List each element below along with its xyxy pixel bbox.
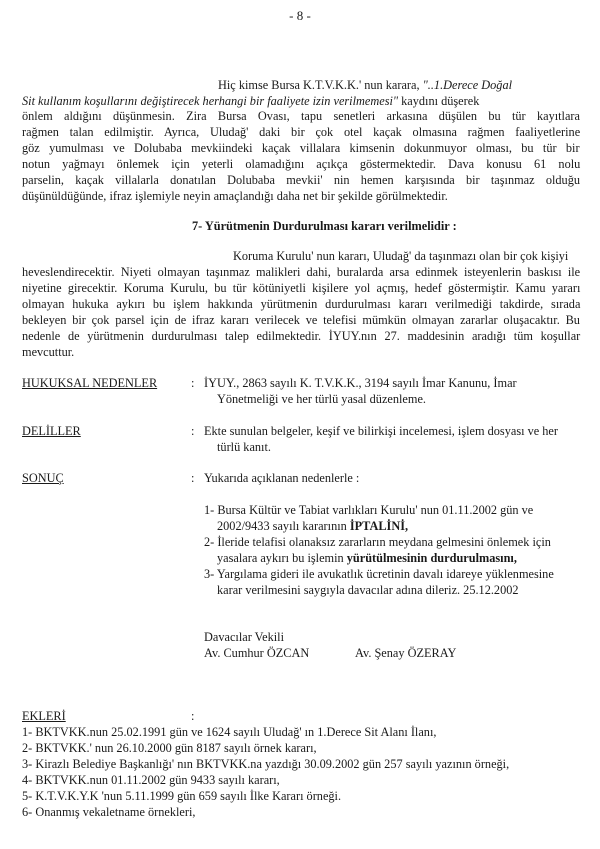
para1-line-1: [218, 78, 512, 92]
evidence-line-1: Ekte sunulan belgeler, keşif ve bilirkişi incelemesi, işlem dosyası ve her: [204, 424, 558, 438]
para2-line-7: mevcuttur.: [22, 345, 75, 359]
evidence-line-2: türlü kanıt.: [217, 440, 271, 454]
attachments-label-text: EKLERİ: [22, 709, 66, 723]
section-7-heading: 7- Yürütmenin Durdurulması kararı verilmelidir :: [192, 219, 457, 233]
signature-title: Davacılar Vekili: [204, 630, 285, 644]
evidence-label: [22, 424, 81, 439]
result-item-1-emphasis: İPTALİNİ,: [349, 519, 409, 533]
para1-line-2: [22, 94, 479, 108]
para1-line-6: notun yağmayı önlemek için yeterli olamadığını açıkça göstermektedir. Dava konusu 61 nolu: [22, 157, 581, 171]
para1-quote-start: "..1.Derece Doğal: [422, 78, 513, 92]
attachments-colon: :: [191, 709, 195, 723]
para1-line-8: düşünüldüğünde, ifraz işlemiyle neyin amaçlandığı daha net bir şekilde görülmektedir.: [22, 189, 448, 203]
attachment-item: 4- BKTVKK.nun 01.11.2002 gün 9433 sayılı kararı,: [22, 773, 280, 787]
result-label: [22, 471, 64, 486]
result-item-1-text: 2002/9433 sayılı kararının: [217, 519, 350, 533]
para1-line-2-text: kaydını düşerek: [398, 94, 480, 108]
evidence-label-text: DELİLLER: [22, 424, 81, 438]
attachment-item: 5- K.T.V.K.Y.K 'nun 5.11.1999 gün 659 sayılı İlke Kararı örneği.: [22, 789, 342, 803]
para1-line-4: rağmen talan edilmiştir. Ayrıca, Uludağ' daki bir çok otel kaçak olmasına rağmen faaliyetlerine: [22, 125, 581, 139]
attachment-item: 1- BKTVKK.nun 25.02.1991 gün ve 1624 sayılı Uludağ' ın 1.Derece Sit Alanı İlanı,: [22, 725, 437, 739]
signature-lawyer-1: Av. Cumhur ÖZCAN: [204, 646, 310, 660]
para2-line-4: olmayan hukuka aykırı bu işlem hakkında yürütmenin durdurulması kararı verilmediği takdirde, sırada: [22, 297, 581, 311]
legal-grounds-label: [22, 376, 157, 391]
result-item-3-line-1: 3- Yargılama gideri ile avukatlık ücretinin davalı idareye yüklenmesine: [204, 567, 554, 581]
result-item-1-line-2: [217, 519, 408, 533]
para1-line-3: önlem aldığını düşünmesin. Zira Bursa Ovası, tapu senetleri arkasına düşülen bu tür kayıtlara: [22, 109, 580, 123]
para1-line-7: parselin, kaçak villalarla donatılan Dolubaba mevkii' nin hemen karşısında bir taşınmaz olduğu: [22, 173, 580, 187]
result-item-3-line-2: karar verilmesini saygıyla davacılar adına dileriz. 25.12.2002: [217, 583, 519, 597]
signature-lawyer-2: Av. Şenay ÖZERAY: [355, 646, 457, 660]
legal-grounds-label-text: HUKUKSAL NEDENLER: [22, 376, 158, 390]
result-item-2-line-1: 2- İleride telafisi olanaksız zararların meydana gelmesini önlemek için: [204, 535, 551, 549]
attachment-item: 6- Onanmış vekaletname örnekleri,: [22, 805, 196, 819]
result-intro: Yukarıda açıklanan nedenlerle :: [204, 471, 360, 485]
legal-grounds-line-1: İYUY., 2863 sayılı K. T.V.K.K., 3194 sayılı İmar Kanunu, İmar: [204, 376, 517, 390]
legal-grounds-colon: :: [191, 376, 195, 390]
para1-line-5: göz yumulması ve Dolubaba mevkiindeki kaçak villalara kimsenin dokunmuyor olması, bu tür bir: [22, 141, 580, 155]
attachment-item: 3- Kirazlı Belediye Başkanlığı' nın BKTVKK.na yazdığı 30.09.2002 gün 257 sayılı yazının örneği,: [22, 757, 510, 771]
para2-line-5: bekleyen bir çok parsel için de ifraz kararı verilecek ve telefisi mümkün olmayan zararlar oluşacaktır. Bu: [22, 313, 580, 327]
para2-line-2: heveslendirecektir. Niyeti olmayan taşınmaz malikleri dahi, buralarda arsa edinmek isteyenlerin baskısı ile: [22, 265, 581, 279]
para2-line-6: nedenle de yürütmenin durdurulması talep edilmektedir. İYUY.nın 27. maddesinin aradığı tüm koşullar: [22, 329, 581, 343]
result-label-text: SONUÇ: [22, 471, 64, 485]
para2-line-3: niyetine girecektir. Koruma Kurulu, bu tür kötüniyetli kişilere yol açmış, hedef göstermiştir. Kamu yararı: [22, 281, 581, 295]
result-item-1-line-1: 1- Bursa Kültür ve Tabiat varlıkları Kurulu' nun 01.11.2002 gün ve: [204, 503, 534, 517]
result-item-2-line-2: [217, 551, 517, 565]
result-item-2-text: yasalara aykırı bu işlemin: [217, 551, 347, 565]
evidence-colon: :: [191, 424, 195, 438]
page-number: - 8 -: [289, 8, 311, 23]
result-colon: :: [191, 471, 195, 485]
legal-grounds-line-2: Yönetmeliği ve her türlü yasal düzenleme.: [217, 392, 426, 406]
para1-line-1-text: Hiç kimse Bursa K.T.V.K.K.' nun karara,: [218, 78, 423, 92]
attachments-label: [22, 709, 66, 724]
result-item-2-emphasis: yürütülmesinin durdurulmasını,: [346, 551, 517, 565]
para2-line-1: Koruma Kurulu' nun kararı, Uludağ' da taşınmazı olan bir çok kişiyi: [233, 249, 569, 263]
attachment-item: 2- BKTVKK.' nun 26.10.2000 gün 8187 sayılı örnek kararı,: [22, 741, 317, 755]
para1-quote: Sit kullanım koşullarını değiştirecek herhangi bir faaliyete izin verilmemesi": [22, 94, 399, 108]
